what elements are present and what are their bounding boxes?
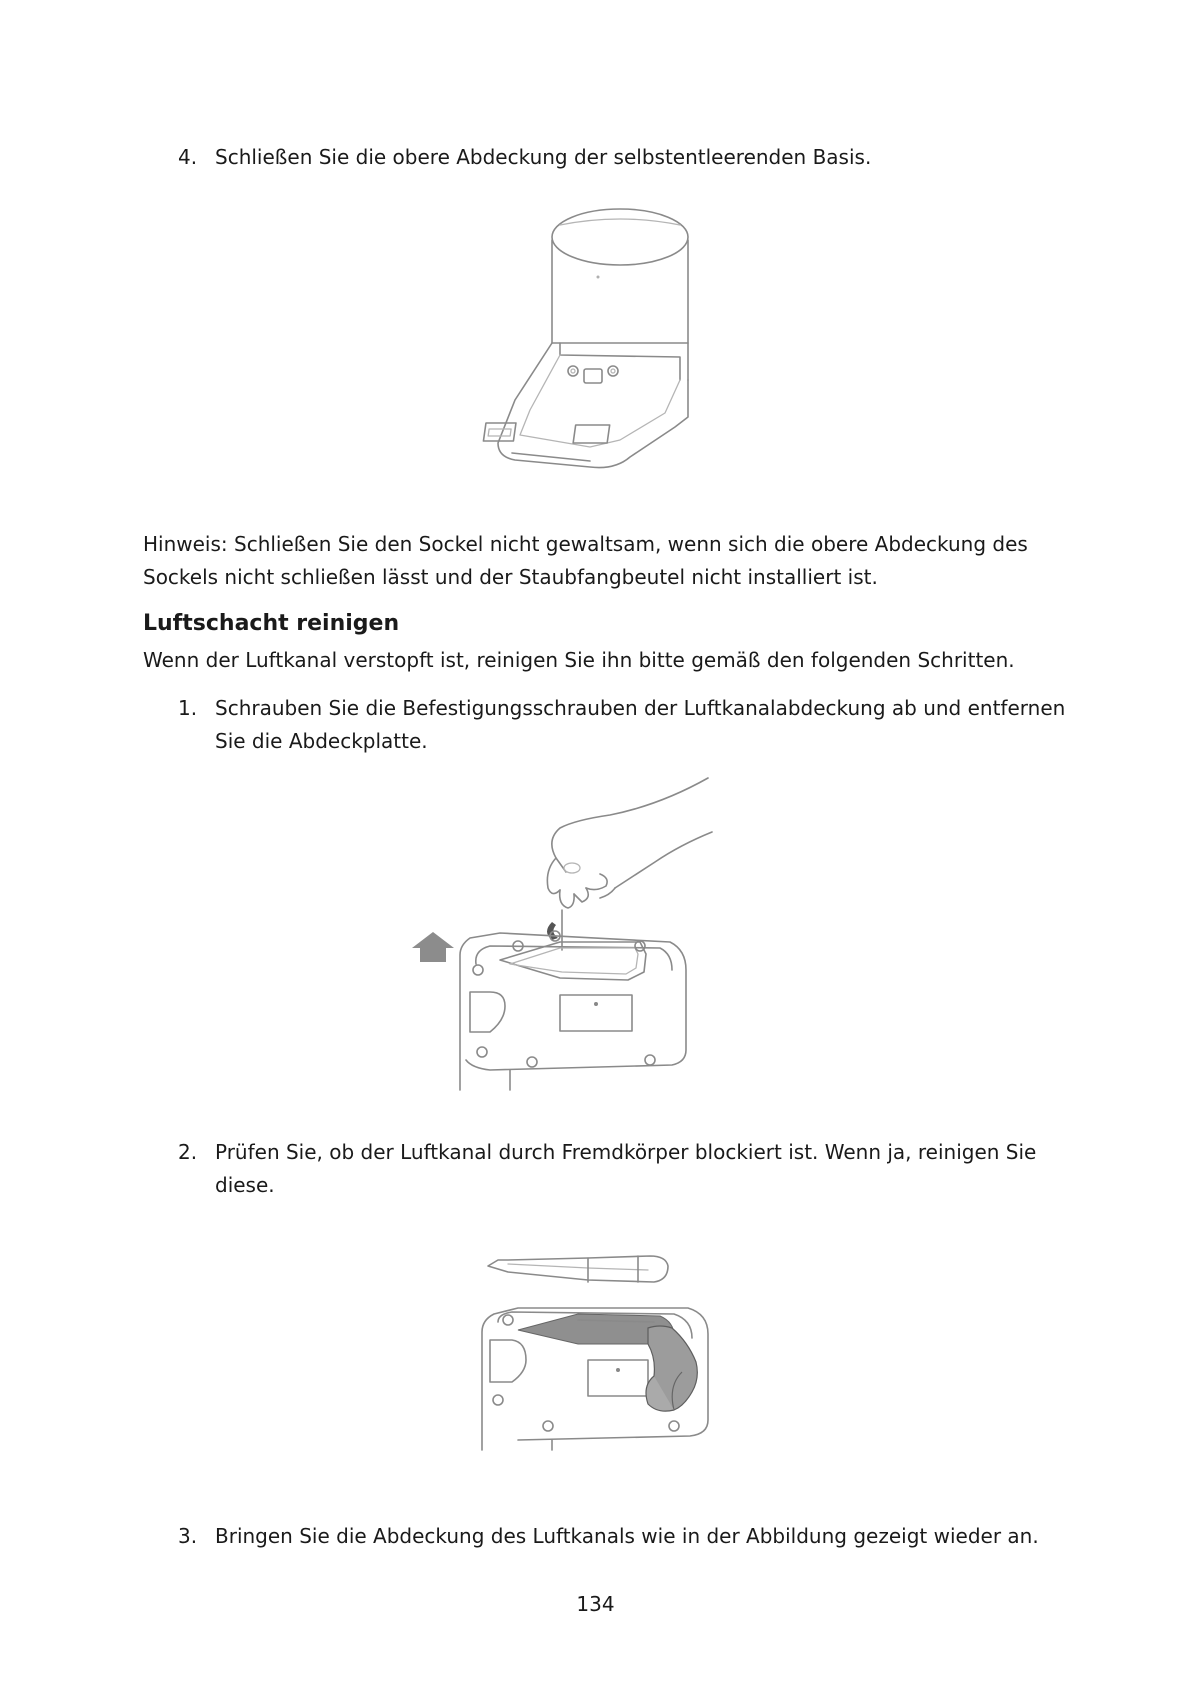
illustration-clean-duct: [478, 1250, 728, 1450]
step-2-line-2: diese.: [215, 1173, 275, 1197]
step-3-text: Bringen Sie die Abdeckung des Luftkanals wie in der Abbildung gezeigt wieder an.: [215, 1524, 1039, 1548]
page-number: 134: [576, 1592, 615, 1616]
note-line-2: Sockels nicht schließen lässt und der Staubfangbeutel nicht installiert ist.: [143, 565, 878, 589]
step-2-number: 2.: [178, 1140, 198, 1164]
section-intro: Wenn der Luftkanal verstopft ist, reinigen Sie ihn bitte gemäß den folgenden Schritten.: [143, 648, 1015, 672]
step-3-number: 3.: [178, 1524, 198, 1548]
section-heading: Luftschacht reinigen: [143, 611, 400, 636]
step-4-text: Schließen Sie die obere Abdeckung der selbstentleerenden Basis.: [215, 145, 872, 169]
illustration-remove-cover: [410, 770, 720, 1090]
illustration-base-station: [480, 195, 710, 495]
step-4-number: 4.: [178, 145, 198, 169]
note-line-1: Hinweis: Schließen Sie den Sockel nicht gewaltsam, wenn sich die obere Abdeckung des: [143, 532, 1028, 556]
step-1-line-2: Sie die Abdeckplatte.: [215, 729, 428, 753]
step-2-line-1: Prüfen Sie, ob der Luftkanal durch Fremdkörper blockiert ist. Wenn ja, reinigen Sie: [215, 1140, 1037, 1164]
step-1-number: 1.: [178, 696, 198, 720]
step-1-line-1: Schrauben Sie die Befestigungsschrauben der Luftkanalabdeckung ab und entfernen: [215, 696, 1066, 720]
